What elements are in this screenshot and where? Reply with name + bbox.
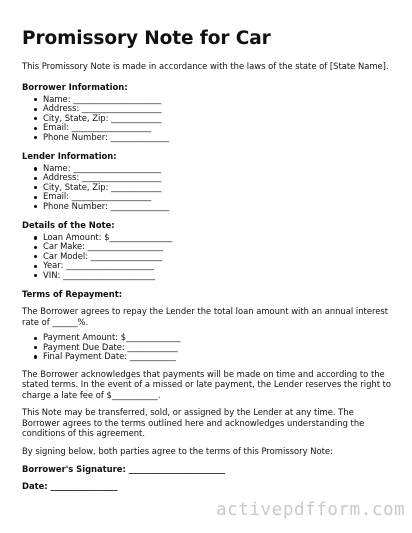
borrower-fields: [22, 95, 392, 142]
lender-fields: [22, 164, 392, 211]
borrower-heading: Borrower Information:: [22, 82, 128, 92]
transfer-paragraph: This Note may be transferred, sold, or assigned by the Lender at any time. The Borrower agrees to the terms outlined here and acknowledges understanding the conditions of this agreement.: [22, 407, 365, 439]
final-payment-date-field: Final Payment Date: ___________: [43, 352, 392, 361]
car-model-field: Car Model: _________________: [43, 252, 392, 261]
promissory-note: [22, 27, 392, 492]
lender-email-field: Email: ___________________: [43, 192, 392, 201]
lender-name-field: Name: _____________________: [43, 164, 392, 173]
acknowledgement-paragraph: The Borrower acknowledges that payments will be made on time and according to the stated terms. In the event of a missed or late payment, the Lender reserves the right to charge a late fee of $___________.: [22, 368, 392, 400]
lender-heading: Lender Information:: [22, 151, 117, 162]
year-field: Year: _____________________: [43, 261, 392, 270]
vin-field: VIN: ______________________: [43, 271, 392, 280]
date-line: Date: ________________: [22, 481, 118, 492]
car-make-field: Car Make: __________________: [43, 242, 392, 251]
details-fields: [22, 233, 392, 280]
site-watermark: activepdfform.com: [216, 500, 406, 520]
borrower-signature-line: Borrower's Signature: _______________________: [22, 463, 226, 474]
details-heading: Details of the Note:: [22, 220, 115, 231]
payment-due-date-field: Payment Due Date: ____________: [43, 343, 392, 352]
intro-text: This Promissory Note is made in accordance with the laws of the state of [State Name].: [22, 61, 389, 71]
document-title: Promissory Note for Car: [22, 28, 271, 49]
borrower-city-field: City, State, Zip: ____________: [43, 114, 392, 123]
borrower-email-field: Email: ___________________: [43, 123, 392, 132]
signing-paragraph: By signing below, both parties agree to the terms of this Promissory Note:: [22, 446, 333, 457]
borrower-name-field: Name: _____________________: [43, 95, 392, 104]
payment-amount-field: Payment Amount: $_____________: [43, 333, 392, 342]
lender-city-field: City, State, Zip: ____________: [43, 183, 392, 192]
lender-phone-field: Phone Number: ______________: [43, 202, 392, 211]
repayment-heading: Terms of Repayment:: [22, 289, 123, 300]
borrower-phone-field: Phone Number: ______________: [43, 133, 392, 142]
lender-address-field: Address: ___________________: [43, 173, 392, 182]
loan-amount-field: Loan Amount: $_______________: [43, 233, 392, 242]
repayment-paragraph: The Borrower agrees to repay the Lender the total loan amount with an annual interest rate of ______%.: [22, 306, 389, 327]
repayment-fields: [22, 333, 392, 361]
borrower-address-field: Address: ___________________: [43, 104, 392, 113]
